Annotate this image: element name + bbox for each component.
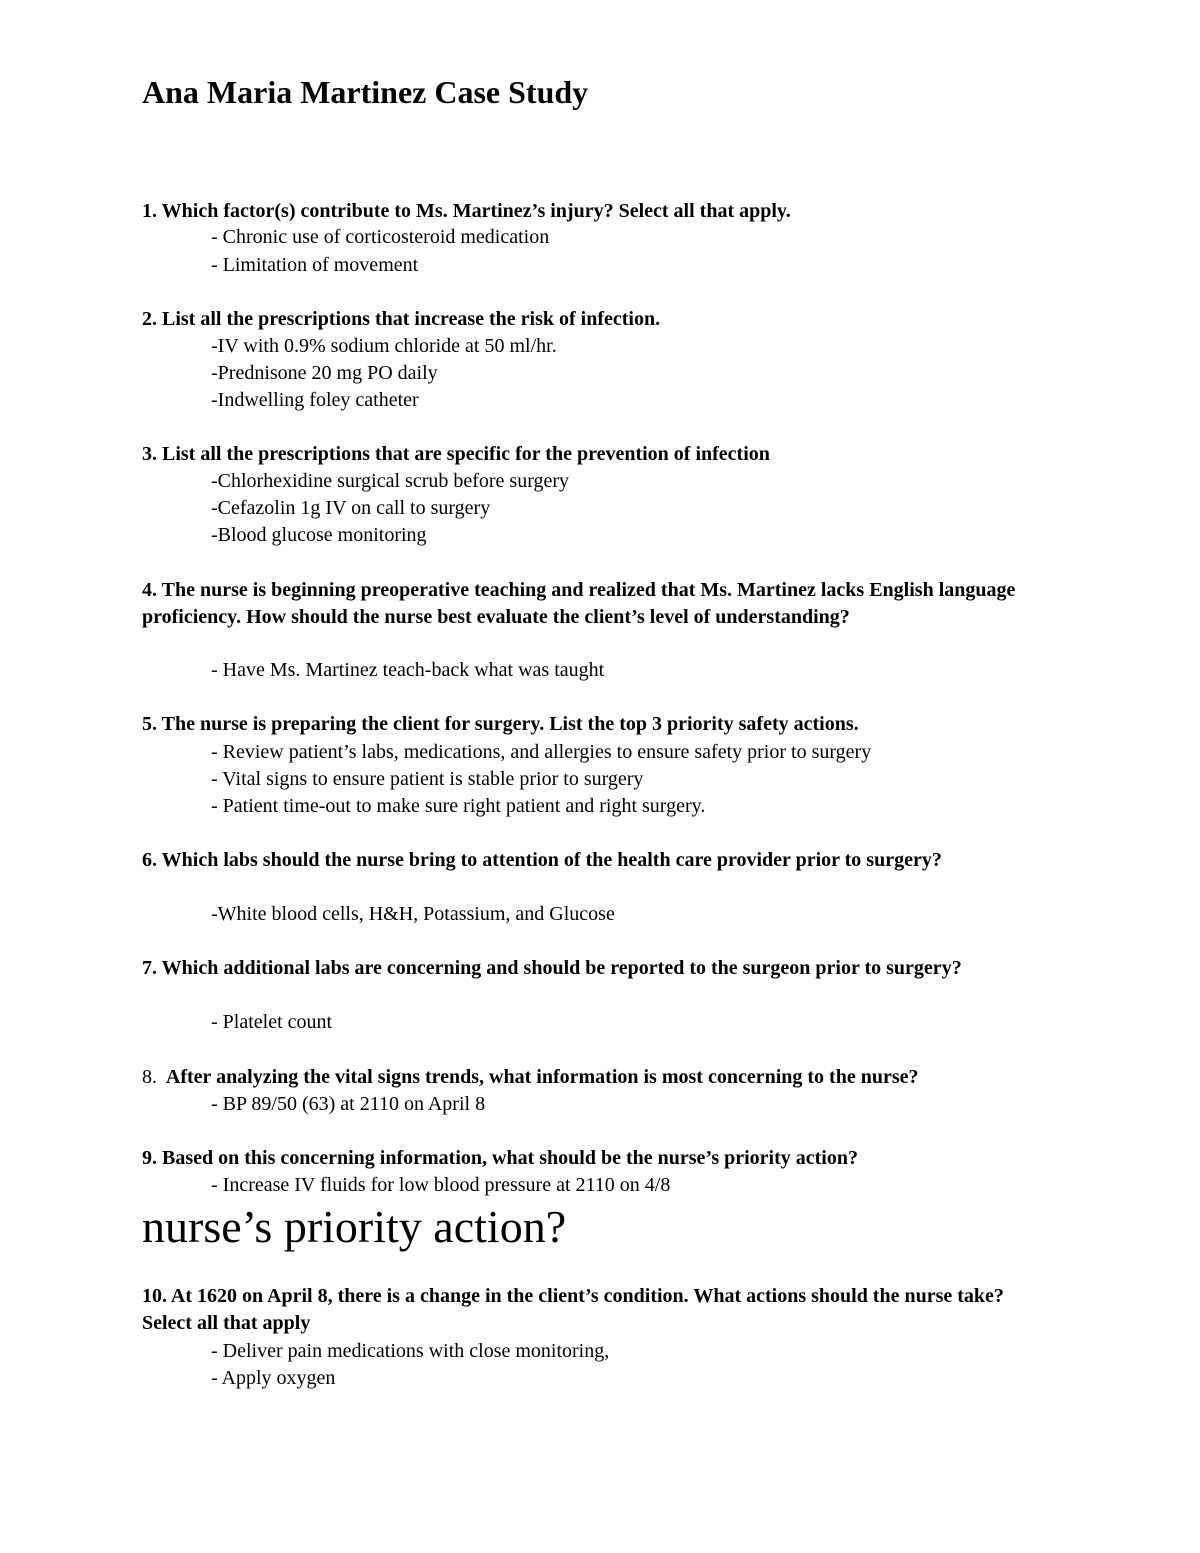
question-8-text: After analyzing the vital signs trends, what information is most concerning to the nurse?: [165, 1066, 919, 1088]
answer-10-1: - Deliver pain medications with close monitoring,: [211, 1340, 610, 1362]
answer-2-1: -IV with 0.9% sodium chloride at 50 ml/hr.: [211, 335, 557, 357]
answer-4-1: - Have Ms. Martinez teach-back what was taught: [211, 659, 605, 681]
question-2: 2. List all the prescriptions that increase the risk of infection.: [142, 308, 661, 330]
stray-large-text: nurse’s priority action?: [142, 1201, 567, 1252]
answer-3-3: -Blood glucose monitoring: [211, 524, 427, 546]
question-8-number: 8.: [142, 1066, 157, 1088]
answer-3-1: -Chlorhexidine surgical scrub before surgery: [211, 470, 570, 492]
answer-2-2: -Prednisone 20 mg PO daily: [211, 362, 438, 384]
answer-5-1: - Review patient’s labs, medications, and allergies to ensure safety prior to surgery: [211, 741, 872, 763]
answer-1-1: - Chronic use of corticosteroid medication: [211, 226, 550, 248]
answer-3-2: -Cefazolin 1g IV on call to surgery: [211, 497, 491, 519]
question-7: 7. Which additional labs are concerning and should be reported to the surgeon prior to surgery?: [142, 957, 962, 979]
answer-8-1: - BP 89/50 (63) at 2110 on April 8: [211, 1093, 486, 1115]
answer-6-1: -White blood cells, H&H, Potassium, and Glucose: [211, 903, 615, 925]
answer-2-3: -Indwelling foley catheter: [211, 389, 419, 411]
question-1: 1. Which factor(s) contribute to Ms. Martinez’s injury? Select all that apply.: [142, 200, 791, 222]
answer-10-2: - Apply oxygen: [211, 1367, 336, 1389]
question-8: [142, 1064, 1072, 1091]
answer-5-2: - Vital signs to ensure patient is stable prior to surgery: [211, 768, 644, 790]
question-6: 6. Which labs should the nurse bring to attention of the health care provider prior to surgery?: [142, 849, 942, 871]
question-3: 3. List all the prescriptions that are specific for the prevention of infection: [142, 443, 770, 465]
document-title: Ana Maria Martinez Case Study: [142, 74, 589, 110]
answer-9-1: - Increase IV fluids for low blood pressure at 2110 on 4/8: [211, 1174, 671, 1196]
answer-1-2: - Limitation of movement: [211, 254, 419, 276]
answer-5-3: - Patient time-out to make sure right patient and right surgery.: [211, 795, 706, 817]
question-5: 5. The nurse is preparing the client for surgery. List the top 3 priority safety actions.: [142, 713, 859, 735]
question-10: 10. At 1620 on April 8, there is a change in the client’s condition. What actions should the nurse take? Select all that apply: [142, 1285, 1004, 1334]
question-4: 4. The nurse is beginning preoperative teaching and realized that Ms. Martinez lacks English language proficiency. How should the nurse best evaluate the client’s level of understanding?: [142, 579, 1016, 628]
answer-7-1: - Platelet count: [211, 1011, 333, 1033]
question-9: 9. Based on this concerning information, what should be the nurse’s priority action?: [142, 1147, 858, 1169]
